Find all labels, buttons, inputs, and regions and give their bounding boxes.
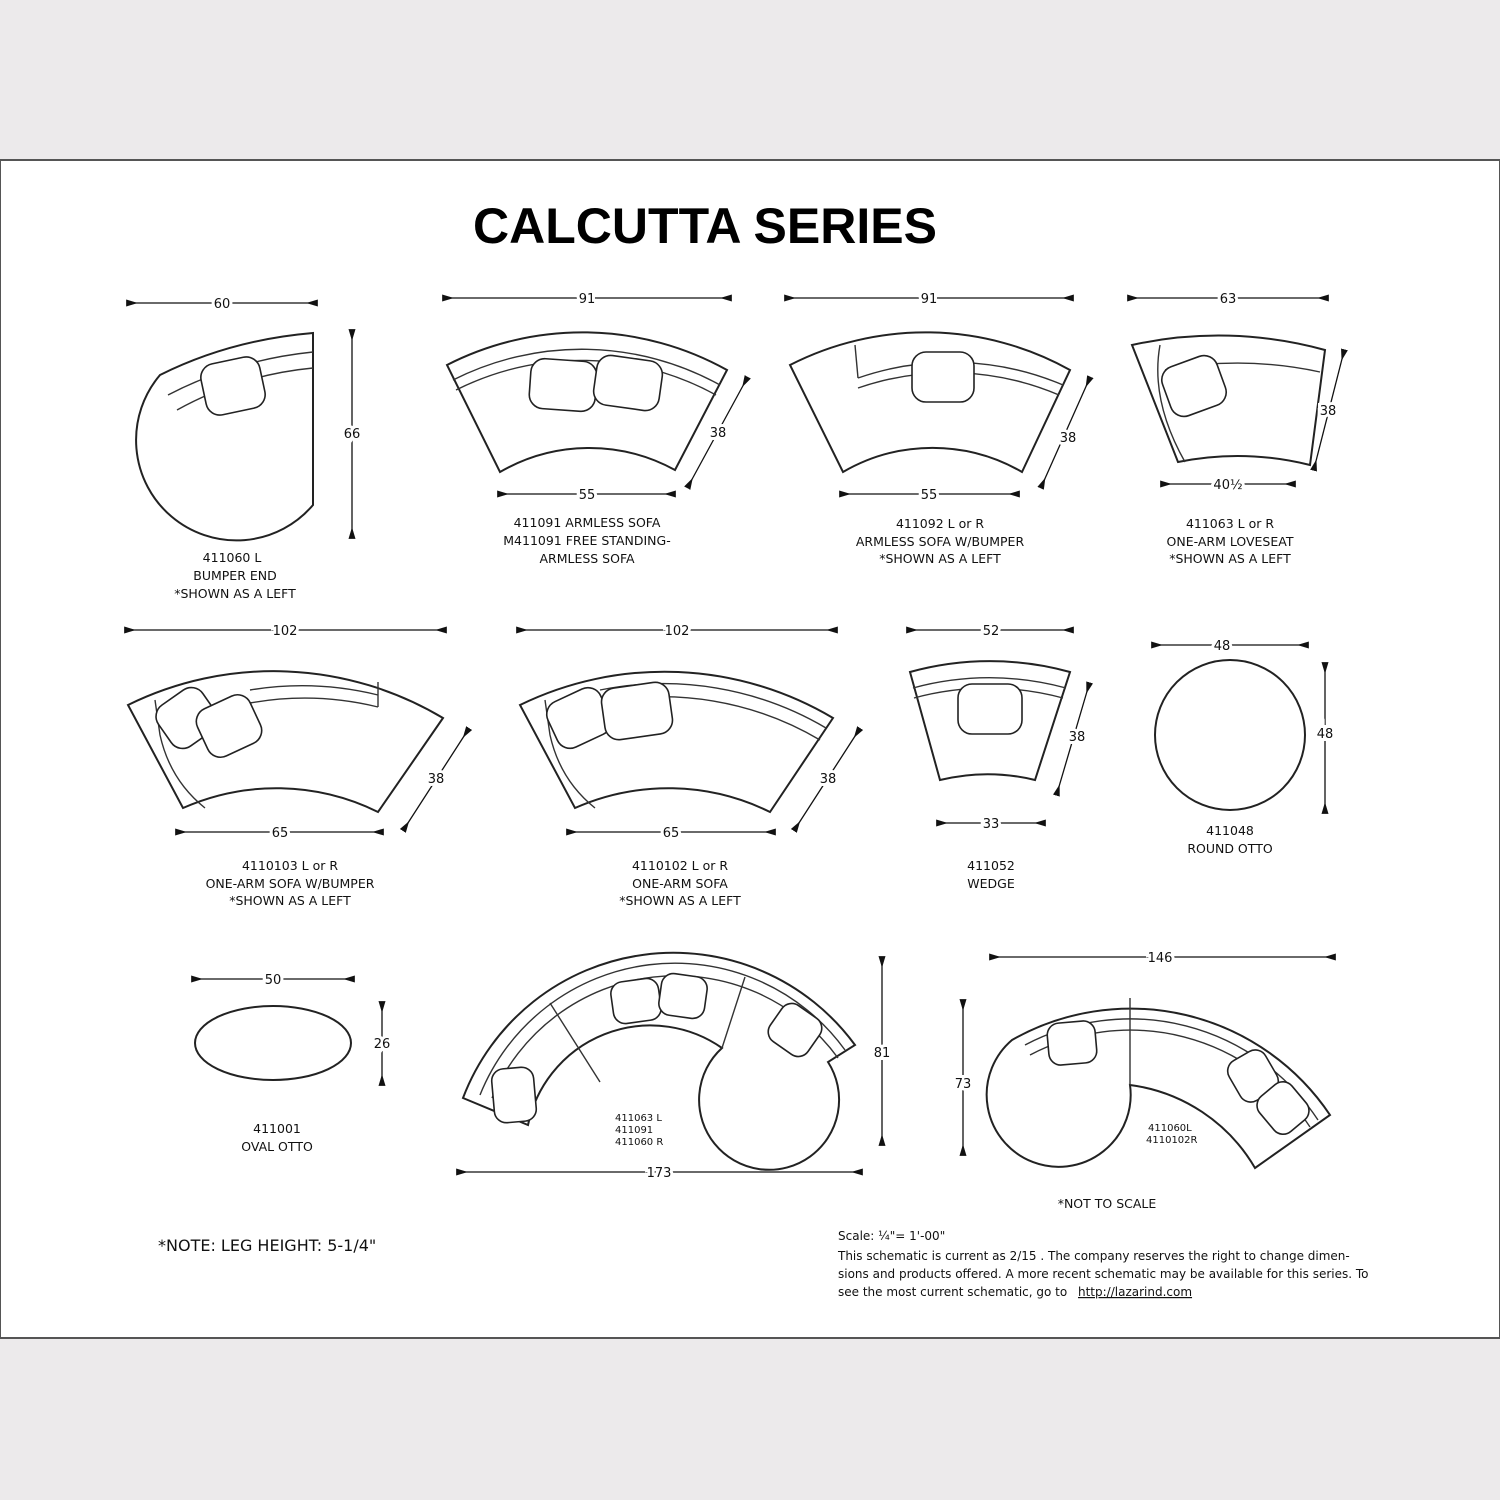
piece-note: *SHOWN AS A LEFT: [174, 586, 296, 601]
dimension-inner: 55: [578, 488, 596, 503]
piece-note: *SHOWN AS A LEFT: [229, 893, 351, 908]
piece-name: ONE-ARM LOVESEAT: [1166, 534, 1294, 549]
piece-code: 411063 L or R: [1185, 516, 1275, 531]
dimension-width: 102: [272, 624, 298, 639]
scale-note: Scale: ¼"= 1'-00": [838, 1229, 946, 1243]
disclaimer-line: see the most current schematic, go to: [838, 1285, 1068, 1299]
piece-name: ONE-ARM SOFA: [632, 876, 728, 891]
dimension-inner: 65: [662, 826, 680, 841]
piece-note: ARMLESS SOFA: [539, 551, 635, 566]
dimension-depth: 26: [373, 1037, 391, 1052]
config-code: 411060 R: [615, 1137, 664, 1148]
config-code: 411091: [615, 1125, 654, 1136]
dimension-width: 91: [578, 292, 596, 307]
dimension-depth: 48: [1316, 727, 1334, 742]
piece-name: ARMLESS SOFA W/BUMPER: [855, 534, 1025, 549]
dimension-depth: 38: [1059, 431, 1077, 446]
dimension-width: 173: [646, 1166, 672, 1181]
config-code: 411063 L: [615, 1113, 662, 1124]
piece-note: *SHOWN AS A LEFT: [619, 893, 741, 908]
config-code: 411060L: [1148, 1123, 1192, 1134]
dimension-depth: 38: [427, 772, 445, 787]
piece-code: 4110102 L or R: [631, 858, 729, 873]
dimension-inner: 40½: [1213, 478, 1243, 493]
piece-code: 411060 L: [202, 550, 262, 565]
dimension-width: 50: [264, 973, 282, 988]
piece-name: OVAL OTTO: [241, 1139, 313, 1154]
not-to-scale-note: *NOT TO SCALE: [1057, 1196, 1157, 1211]
piece-code: 411001: [253, 1121, 301, 1136]
piece-name: ONE-ARM SOFA W/BUMPER: [205, 876, 375, 891]
piece-name: ROUND OTTO: [1187, 841, 1273, 856]
dimension-width: 60: [213, 297, 231, 312]
piece-note: *SHOWN AS A LEFT: [879, 551, 1001, 566]
dimension-depth: 38: [1319, 404, 1337, 419]
dimension-width: 102: [664, 624, 690, 639]
disclaimer-line: sions and products offered. A more recent schematic may be available for this series. To: [838, 1267, 1369, 1281]
dimension-depth: 38: [819, 772, 837, 787]
dimension-depth: 38: [1068, 730, 1086, 745]
dimension-width: 146: [1147, 951, 1173, 966]
piece-code: 411048: [1206, 823, 1254, 838]
piece-name: WEDGE: [967, 876, 1015, 891]
dimension-width: 91: [920, 292, 938, 307]
piece-name: M411091 FREE STANDING-: [503, 533, 671, 548]
dimension-depth: 73: [954, 1077, 972, 1092]
piece-code: 411091 ARMLESS SOFA: [513, 515, 661, 530]
dimension-inner: 65: [271, 826, 289, 841]
dimension-depth: 38: [709, 426, 727, 441]
disclaimer-line: This schematic is current as 2/15 . The company reserves the right to change dimen-: [838, 1249, 1350, 1263]
dimension-inner: 33: [982, 817, 1000, 832]
piece-note: *SHOWN AS A LEFT: [1169, 551, 1291, 566]
dimension-depth: 66: [343, 427, 361, 442]
dimension-width: 48: [1213, 639, 1231, 654]
piece-code: 411052: [967, 858, 1015, 873]
dimension-width: 63: [1219, 292, 1237, 307]
dimension-depth: 81: [873, 1046, 891, 1061]
dimension-inner: 55: [920, 488, 938, 503]
piece-code: 411092 L or R: [895, 516, 985, 531]
dimension-width: 52: [982, 624, 1000, 639]
piece-code: 4110103 L or R: [241, 858, 339, 873]
page-title: CALCUTTA SERIES: [473, 198, 937, 254]
website-link[interactable]: http://lazarind.com: [1078, 1285, 1193, 1299]
piece-name: BUMPER END: [193, 568, 277, 583]
leg-height-note: *NOTE: LEG HEIGHT: 5-1/4": [158, 1236, 377, 1255]
config-code: 4110102R: [1146, 1135, 1198, 1146]
